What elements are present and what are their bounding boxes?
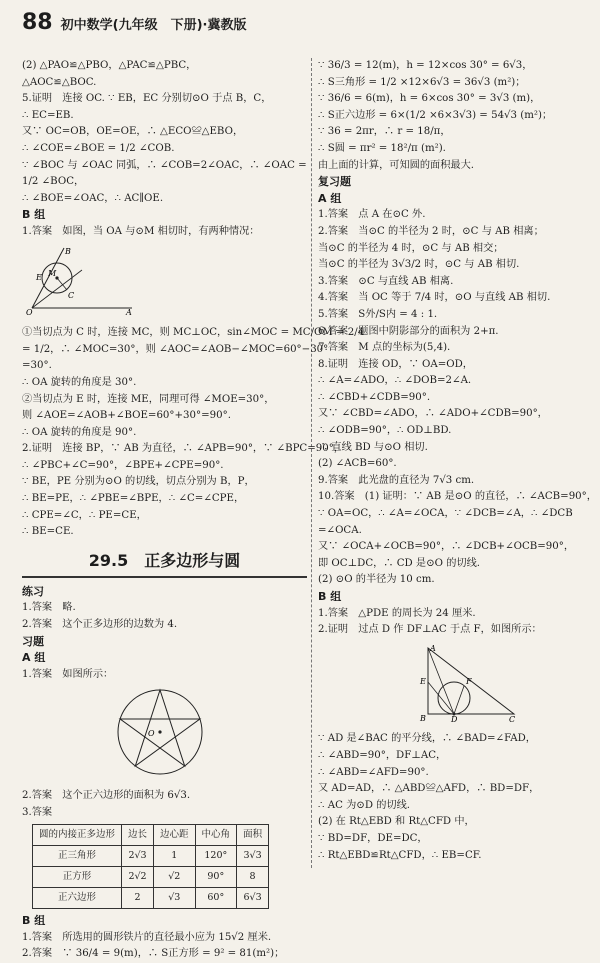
text-line: ∴ S圆 = πr² = 18²/π (m²). [318, 142, 446, 154]
fig1-label-M: M [48, 268, 57, 278]
text-line: ∵ BD=DF，DE=DC， [318, 832, 428, 844]
text-line: A 组 [318, 191, 342, 205]
text-line: 3.答案 [22, 806, 53, 818]
right-block-b [318, 731, 586, 864]
table-header: 边心距 [154, 825, 196, 846]
table-header: 中心角 [195, 825, 237, 846]
text-line: ∴ OA 旋转的角度是 90°. [22, 426, 137, 438]
star-in-circle-diagram [112, 686, 208, 778]
text-line: ∴ CPE=∠C，∴ PE=CE， [22, 509, 147, 521]
text-line: ∴ ∠CBD+∠CDB=90°. [318, 391, 431, 403]
text-line: 5.答案 S外/S内 = 4 : 1. [318, 308, 438, 320]
fig3-label-A: A [430, 643, 436, 653]
text-line: ∵ AD 是∠BAC 的平分线，∴ ∠BAD=∠FAD， [318, 733, 536, 745]
text-line: 7.答案 M 点的坐标为(5,4). [318, 342, 451, 354]
polygon-table [32, 824, 269, 909]
text-line: ①当切点为 C 时，连接 MC，则 MC⊥OC，sin∠MOC = MC/OM = 2/4 [22, 327, 365, 339]
fig3-label-B: B [420, 713, 426, 723]
text-line: ∴ ∠BOE=∠OAC，∴ AC∥OE. [22, 192, 164, 204]
column-divider [311, 58, 312, 868]
text-line: 1.答案 如图，当 OA 与⊙M 相切时，有两种情况： [22, 225, 260, 237]
table-cell: √3 [154, 888, 196, 909]
table-cell: 3√3 [237, 846, 269, 867]
text-line: ∴ 直线 BD 与⊙O 相切. [318, 441, 428, 453]
text-line: ∵ 36 = 2πr，∴ r = 18/π， [318, 126, 451, 138]
tangent-diagram [22, 244, 142, 316]
fig3-label-D: D [451, 714, 458, 724]
text-line: ∴ ∠ODB=90°，∴ OD⊥BD. [318, 425, 452, 437]
text-line: ∵ ∠BOC 与 ∠OAC 同弧，∴ ∠COB=2∠OAC，∴ ∠OAC = [22, 159, 307, 171]
table-cell: √2 [154, 867, 196, 888]
table-cell: 正六边形 [33, 888, 122, 909]
text-line: ∴ AC 为⊙D 的切线. [318, 799, 411, 811]
text-line: 8.证明 连接 OD，∵ OA=OD， [318, 358, 473, 370]
table-cell: 2√3 [122, 846, 154, 867]
text-line: 5.证明 连接 OC. ∵ EB，EC 分别切⊙O 于点 B，C， [22, 93, 272, 105]
text-line: B 组 [318, 590, 342, 603]
star-figure [22, 686, 307, 785]
text-line: 习题 [22, 634, 44, 648]
table-cell: 8 [237, 867, 269, 888]
text-line: ∵ BE，PE 分别为⊙O 的切线，切点分别为 B，P， [22, 476, 255, 488]
text-line: 9.答案 此光盘的直径为 7√3 cm. [318, 474, 475, 486]
table-cell: 正三角形 [33, 846, 122, 867]
text-line: ∴ BE=PE，∴ ∠PBE=∠BPE，∴ ∠C=∠CPE， [22, 493, 245, 505]
left-block-a [22, 58, 307, 241]
table-cell: 正方形 [33, 867, 122, 888]
fig3-label-C: C [509, 714, 516, 724]
section-title: 29.5 正多边形与圆 [22, 549, 307, 578]
table-cell: 6√3 [237, 888, 269, 909]
fig1-label-E: E [36, 272, 42, 282]
text-line: 4.答案 当 OC 等于 7/4 时，⊙O 与直线 AB 相切. [318, 292, 551, 304]
text-line: = 1/2，∴ ∠MOC=30°，则 ∠AOC=∠AOB−∠MOC=60°−30° [22, 343, 329, 355]
text-line: 当⊙C 的半径为 3√3/2 时，⊙C 与 AB 相切. [318, 259, 520, 271]
text-line: 2.答案 ∵ 36/4 = 9(m)，∴ S正方形 = 9² = 81(m²)； [22, 948, 285, 960]
left-block-c [22, 584, 307, 684]
text-line: (2) ⊙O 的半径为 10 cm. [318, 574, 435, 586]
table-cell: 2√2 [122, 867, 154, 888]
text-line: 当⊙C 的半径为 4 时，⊙C 与 AB 相交； [318, 242, 504, 254]
text-line: 复习题 [318, 175, 351, 189]
text-line: (2) △PAO≌△PBO，△PAC≌△PBC， [22, 60, 197, 71]
table-cell: 90° [195, 867, 237, 888]
table-header: 圆的内接正多边形 [33, 825, 122, 846]
text-line: ∴ OA 旋转的角度是 30°. [22, 376, 137, 388]
right-column [318, 58, 597, 864]
text-line: ∴ ∠PBC+∠C=90°，∠BPE+∠CPE=90°. [22, 459, 224, 471]
text-line: 6.答案 题图中阴影部分的面积为 2+π. [318, 325, 499, 337]
text-line: 1.答案 所选用的圆形铁片的直径最小应为 15√2 厘米. [22, 931, 272, 943]
text-line: 又∵ OC=OB，OE=OE，∴ △ECO≌△EBO， [22, 126, 244, 138]
text-line: 2.证明 过点 D 作 DF⊥AC 于点 F，如图所示： [318, 624, 542, 636]
page-number: 88 [22, 10, 53, 35]
right-block-a [318, 58, 597, 639]
text-line: 练习 [22, 584, 44, 598]
left-block-d [22, 788, 307, 821]
left-block-e [22, 913, 307, 963]
text-line: ∴ BE=CE. [22, 526, 74, 538]
text-line: ∴ S正六边形 = 6×(1/2 ×6×3√3) = 54√3 (m²)； [318, 109, 553, 121]
fig2-label-O: O [148, 729, 155, 739]
table-row [33, 888, 269, 909]
text-line: ∵ 36/3 = 12(m)，h = 12×cos 30° = 6√3， [318, 60, 533, 71]
text-line: ∴ ∠ABD=90°，DF⊥AC， [318, 749, 447, 761]
fig1-label-A: A [126, 307, 132, 317]
text-line: =30°. [22, 360, 52, 372]
text-line: ∴ S三角形 = 1/2 ×12×6√3 = 36√3 (m²)； [318, 76, 526, 88]
text-line: 1.答案 点 A 在⊙C 外. [318, 209, 426, 221]
text-line: ∴ ∠A=∠ADO，∴ ∠DOB=2∠A. [318, 375, 472, 387]
tangent-proof-figure [318, 642, 586, 729]
text-line: B 组 [22, 914, 46, 928]
text-line: 1.答案 如图所示： [22, 668, 114, 680]
text-line: ②当切点为 E 时，连接 ME，同理可得 ∠MOE=30°， [22, 393, 275, 405]
table-header: 面积 [237, 825, 269, 846]
text-line: B 组 [22, 208, 46, 222]
text-line: 由上面的计算，可知圆的面积最大. [318, 159, 475, 171]
text-line: ∴ ∠COE=∠BOE = 1/2 ∠COB. [22, 142, 175, 154]
text-line: 1.答案 略. [22, 602, 76, 614]
text-line: ∴ Rt△EBD≌Rt△CFD，∴ EB=CF. [318, 849, 482, 861]
text-line: 则 ∠AOE=∠AOB+∠BOE=60°+30°=90°. [22, 410, 231, 422]
text-line: =∠OCA. [318, 524, 362, 536]
fig3-label-F: F [466, 676, 472, 686]
text-line: 1/2 ∠BOC， [22, 176, 85, 188]
table-cell: 1 [154, 846, 196, 867]
text-line: 2.答案 当⊙C 的半径为 2 时，⊙C 与 AB 相离； [318, 225, 544, 237]
text-line: 又∵ ∠OCA+∠OCB=90°，∴ ∠DCB+∠OCB=90°， [318, 541, 575, 553]
text-line: ∴ EC=EB. [22, 109, 74, 121]
table-row [33, 867, 269, 888]
text-line: 又 AD=AD，∴ △ABD≌△AFD，∴ BD=DF， [318, 783, 540, 795]
text-line: 3.答案 ⊙C 与直线 AB 相离. [318, 275, 454, 287]
text-line: (2) ∠ACB=60°. [318, 458, 397, 470]
text-line: ∵ OA=OC，∴ ∠A=∠OCA，∵ ∠DCB=∠A，∴ ∠DCB [318, 508, 573, 520]
fig3-label-E: E [420, 676, 426, 686]
table-row [33, 846, 269, 867]
text-line: 2.答案 这个正多边形的边数为 4. [22, 619, 178, 631]
tangent-figure [22, 244, 307, 323]
text-line: ∵ 36/6 = 6(m)，h = 6×cos 30° = 3√3 (m)， [318, 93, 541, 105]
text-line: 即 OC⊥DC，∴ CD 是⊙O 的切线. [318, 557, 481, 569]
table-cell: 2 [122, 888, 154, 909]
fig1-label-B: B [65, 246, 71, 256]
text-line: 1.答案 △PDE 的周长为 24 厘米. [318, 607, 476, 619]
text-line: A 组 [22, 651, 46, 665]
text-line: (2) 在 Rt△EBD 和 Rt△CFD 中， [318, 816, 475, 828]
table-header-row [33, 825, 269, 846]
text-line: 2.证明 连接 BP，∵ AB 为直径，∴ ∠APB=90°，∵ ∠BPC=90°， [22, 443, 344, 455]
text-line: △AOC≌△BOC. [22, 76, 97, 88]
table-cell: 120° [195, 846, 237, 867]
text-line: ∴ ∠ABD=∠AFD=90°. [318, 766, 429, 778]
fig1-label-O: O [26, 307, 33, 317]
text-line: 10.答案 (1) 证明：∵ AB 是⊙O 的直径，∴ ∠ACB=90°， [318, 491, 597, 503]
book-title: 初中数学(九年级 下册)·冀教版 [60, 18, 247, 33]
fig1-label-C: C [68, 290, 75, 300]
table-cell: 60° [195, 888, 237, 909]
triangle-circle-diagram [418, 642, 518, 722]
page-header [22, 10, 590, 38]
table-header: 边长 [122, 825, 154, 846]
text-line: 又∵ ∠CBD=∠ADO，∴ ∠ADO+∠CDB=90°， [318, 408, 548, 420]
text-line: 2.答案 这个正六边形的面积为 6√3. [22, 790, 191, 801]
